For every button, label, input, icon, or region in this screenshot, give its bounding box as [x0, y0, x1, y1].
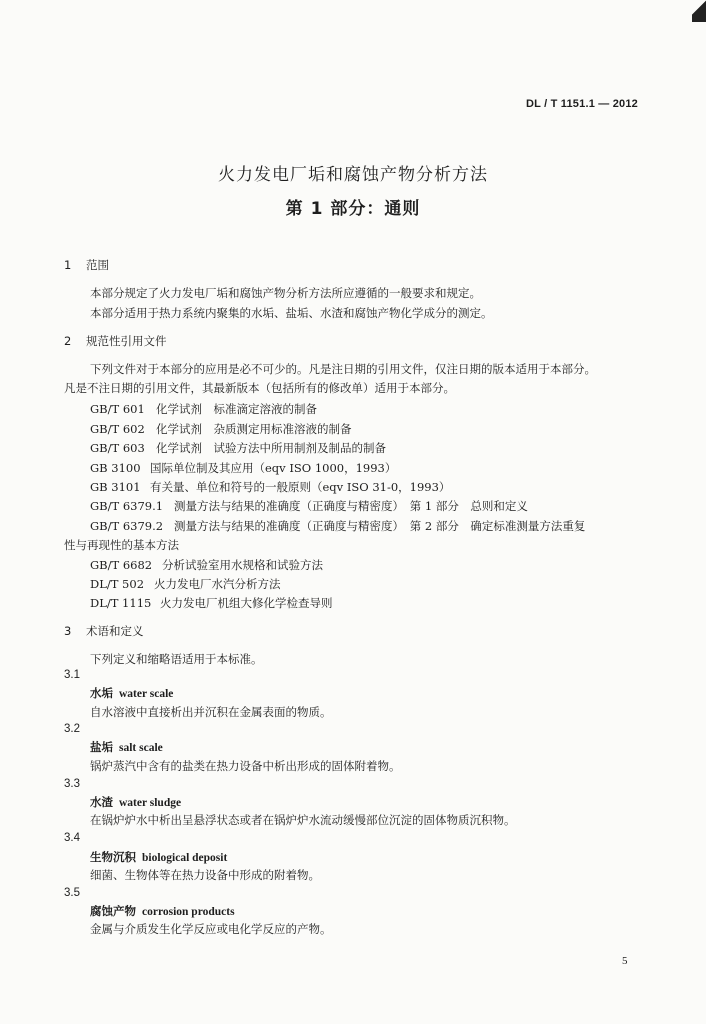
term-name [90, 686, 173, 701]
term-name-cn: 水渣 [90, 795, 113, 809]
scan-corner-mark [692, 0, 706, 22]
reference-code: DL/T 1115 [90, 596, 152, 610]
reference-item [90, 402, 317, 416]
reference-code: GB/T 601 [90, 402, 145, 416]
reference-code: GB/T 6682 [90, 558, 153, 572]
reference-title: 化学试剂 标准滴定溶液的制备 [156, 402, 317, 416]
term-name [90, 850, 227, 865]
term-name-en: water scale [119, 688, 174, 700]
section-2-heading [64, 334, 167, 348]
reference-item [90, 499, 528, 513]
paragraph: 下列定义和缩略语适用于本标准。 [90, 652, 263, 666]
reference-item [90, 461, 396, 475]
reference-title: 测量方法与结果的准确度（正确度与精密度） 第 2 部分 确定标准测量方法重复 [174, 519, 586, 533]
paragraph: 下列文件对于本部分的应用是必不可少的。凡是注日期的引用文件，仅注日期的版本适用于本部分。 [90, 362, 596, 376]
reference-item [90, 596, 333, 610]
section-number: 2 [64, 334, 72, 348]
reference-title: 火力发电厂水汽分析方法 [154, 577, 281, 591]
term-definition: 自水溶液中直接析出并沉积在金属表面的物质。 [90, 705, 332, 719]
reference-code: DL/T 502 [90, 577, 145, 591]
section-1-heading [64, 258, 109, 272]
reference-code: GB 3100 [90, 461, 141, 475]
term-name-en: water sludge [119, 797, 182, 809]
page-number: 5 [622, 955, 628, 967]
term-number: 3.4 [64, 832, 80, 844]
section-3-heading [64, 624, 144, 638]
term-name-en: biological deposit [142, 852, 228, 864]
term-name-cn: 生物沉积 [90, 850, 136, 864]
reference-title: 化学试剂 试验方法中所用制剂及制品的制备 [156, 441, 386, 455]
term-name-cn: 水垢 [90, 686, 113, 700]
reference-item [90, 577, 281, 591]
reference-title: 有关量、单位和符号的一般原则（eqv ISO 31-0，1993） [150, 480, 451, 494]
reference-item [90, 519, 585, 533]
reference-item [90, 422, 352, 436]
term-name-en: salt scale [119, 742, 163, 754]
section-number: 3 [64, 624, 72, 638]
term-name-cn: 盐垢 [90, 740, 113, 754]
reference-title: 国际单位制及其应用（eqv ISO 1000，1993） [150, 461, 397, 475]
term-number: 3.5 [64, 887, 80, 899]
reference-code: GB/T 602 [90, 422, 145, 436]
term-number: 3.1 [64, 669, 80, 681]
reference-title: 化学试剂 杂质测定用标准溶液的制备 [156, 422, 352, 436]
document-subtitle: 第 1 部分：通则 [285, 199, 421, 219]
term-definition: 在锅炉炉水中析出呈悬浮状态或者在锅炉炉水流动缓慢部位沉淀的固体物质沉积物。 [90, 813, 516, 827]
standard-code: DL / T 1151.1 — 2012 [525, 98, 638, 110]
reference-continuation: 性与再现性的基本方法 [64, 538, 179, 552]
term-definition: 锅炉蒸汽中含有的盐类在热力设备中析出形成的固体附着物。 [90, 759, 401, 773]
term-number: 3.3 [64, 778, 80, 790]
paragraph: 凡是不注日期的引用文件，其最新版本（包括所有的修改单）适用于本部分。 [64, 381, 455, 395]
section-title: 范围 [86, 258, 109, 272]
paragraph: 本部分规定了火力发电厂垢和腐蚀产物分析方法所应遵循的一般要求和规定。 [90, 286, 481, 300]
reference-title: 分析试验室用水规格和试验方法 [162, 558, 323, 572]
reference-item [90, 441, 386, 455]
reference-item [90, 480, 450, 494]
reference-title: 测量方法与结果的准确度（正确度与精密度） 第 1 部分 总则和定义 [174, 499, 528, 513]
term-name [90, 795, 181, 810]
reference-code: GB/T 6379.1 [90, 499, 164, 513]
reference-title: 火力发电厂机组大修化学检查导则 [160, 596, 333, 610]
term-name-en: corrosion products [142, 906, 235, 918]
reference-item [90, 558, 323, 572]
paragraph: 本部分适用于热力系统内聚集的水垢、盐垢、水渣和腐蚀产物化学成分的测定。 [90, 306, 493, 320]
reference-code: GB/T 603 [90, 441, 145, 455]
term-number: 3.2 [64, 723, 80, 735]
reference-code: GB 3101 [90, 480, 141, 494]
term-definition: 细菌、生物体等在热力设备中形成的附着物。 [90, 868, 320, 882]
term-name-cn: 腐蚀产物 [90, 904, 136, 918]
section-title: 术语和定义 [86, 624, 144, 638]
term-definition: 金属与介质发生化学反应或电化学反应的产物。 [90, 922, 332, 936]
term-name [90, 740, 163, 755]
section-title: 规范性引用文件 [86, 334, 167, 348]
document-title: 火力发电厂垢和腐蚀产物分析方法 [218, 165, 488, 185]
section-number: 1 [64, 258, 72, 272]
reference-code: GB/T 6379.2 [90, 519, 164, 533]
term-name [90, 904, 235, 919]
